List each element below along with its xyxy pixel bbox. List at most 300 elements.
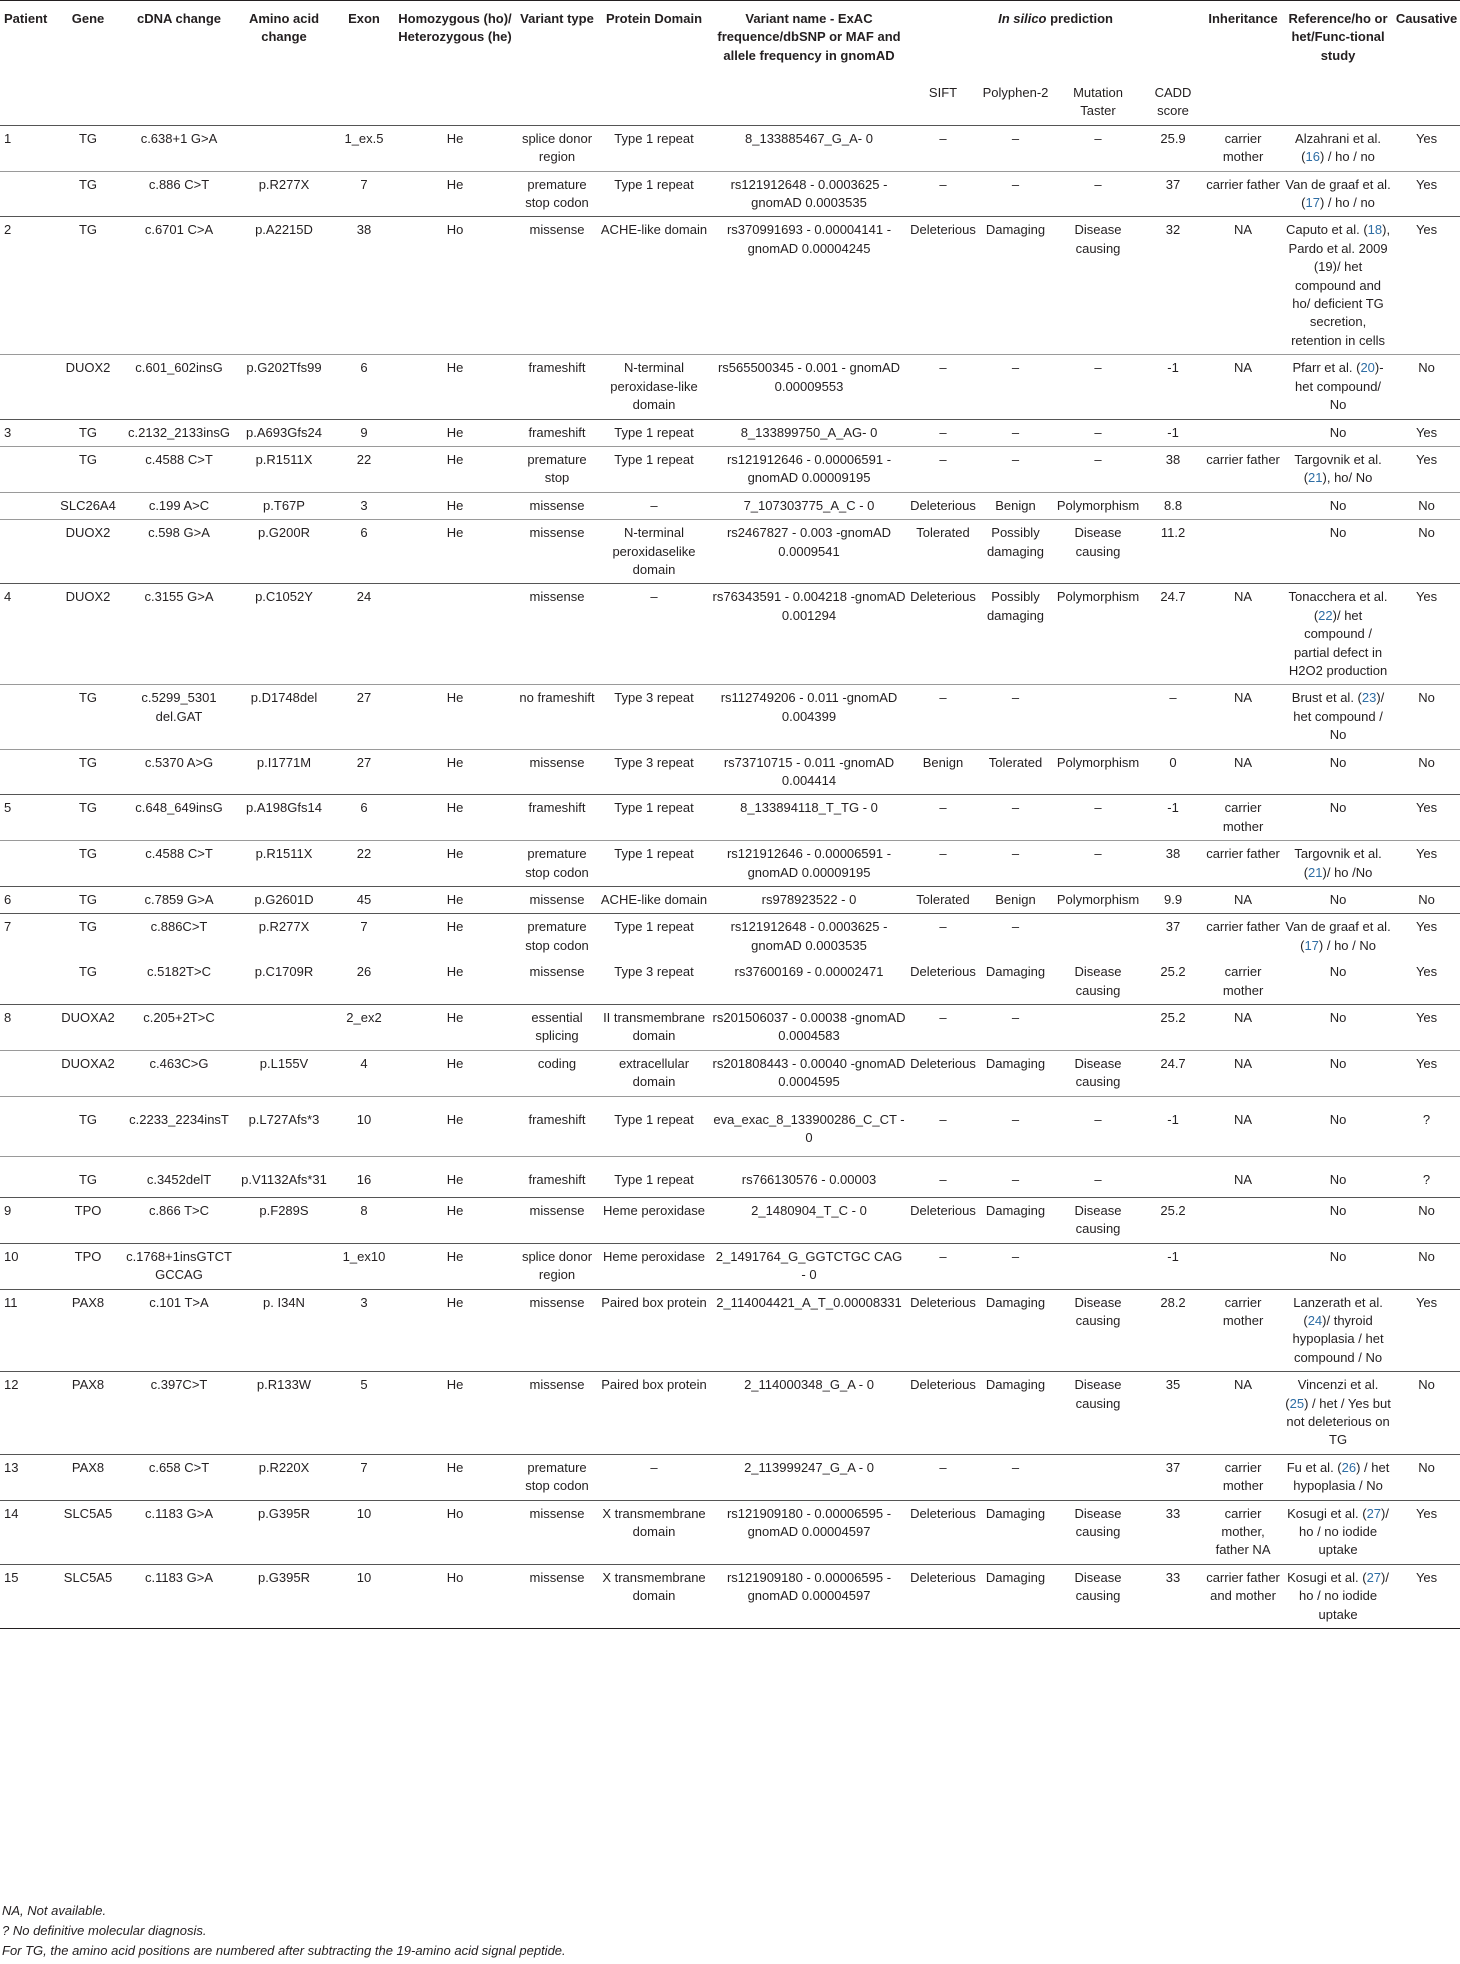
inheritance-cell: carrier father and mother [1206, 1569, 1280, 1604]
variant-type-cell: missense [529, 525, 585, 541]
variant-name-cell: 7_107303775_A_C - 0 [743, 497, 875, 513]
mutation-taster-cell: – [1094, 176, 1102, 192]
reference-text-pre: Caputo et al. ( [1286, 222, 1368, 238]
table-body [0, 70, 1460, 1629]
variant-name-cell: rs121912648 - 0.0003625 -gnomAD 0.0003535 [730, 919, 888, 953]
causative-cell: Yes [1415, 1010, 1438, 1026]
polyphen-cell: Damaging [985, 222, 1046, 238]
patient-cell [0, 355, 52, 419]
mutation-taster-cell: – [1094, 1111, 1102, 1127]
inheritance-cell: NA [1234, 222, 1253, 238]
table-row [0, 1050, 1460, 1096]
cadd-score-cell: 28.2 [1160, 1294, 1186, 1310]
cdna-cell: c.886C>T [150, 919, 208, 935]
reference-citation-link[interactable]: 16 [1305, 149, 1320, 165]
protein-domain-cell: – [650, 589, 658, 605]
variant-name-cell: rs112749206 - 0.011 -gnomAD 0.004399 [720, 690, 898, 724]
header-inheritance: Inheritance [1203, 1, 1283, 71]
reference-citation-link[interactable]: 20 [1360, 360, 1375, 376]
cdna-cell: c.638+1 G>A [140, 130, 218, 146]
reference-text-pre: No [1329, 800, 1347, 816]
amino-acid-cell: p.A198Gfs14 [246, 800, 322, 816]
mutation-taster-cell: Disease causing [1074, 1505, 1122, 1539]
mutation-taster-cell: – [1094, 800, 1102, 816]
mutation-taster-cell [1053, 1005, 1143, 1051]
variant-type-cell: missense [529, 1377, 585, 1393]
reference-text-post: )/ het compound / No [1293, 690, 1385, 743]
polyphen-cell: Damaging [985, 1055, 1046, 1071]
variant-type-cell: splice donor region [521, 130, 593, 165]
reference-cell [1283, 217, 1393, 355]
amino-acid-cell: p. I34N [263, 1294, 305, 1310]
cadd-score-cell: – [1169, 690, 1177, 706]
gene-cell: TG [78, 222, 98, 238]
mutation-taster-cell: – [1094, 846, 1102, 862]
reference-cell [1283, 959, 1393, 1004]
exon-cell: 22 [356, 846, 372, 862]
cdna-cell: c.2132_2133insG [128, 424, 230, 440]
cdna-cell: c.5182T>C [147, 964, 211, 980]
polyphen-cell: Damaging [985, 1505, 1046, 1521]
mutation-taster-cell: Disease causing [1074, 1055, 1122, 1090]
amino-acid-cell: p.L727Afs*3 [248, 1111, 320, 1127]
table-row [0, 419, 1460, 446]
patient-cell [0, 1156, 52, 1197]
variant-type-cell: frameshift [528, 1111, 586, 1127]
causative-cell: Yes [1415, 176, 1438, 192]
reference-citation-link[interactable]: 21 [1308, 470, 1323, 486]
cdna-cell: c.3452delT [146, 1171, 212, 1187]
reference-text-pre: Pfarr et al. ( [1292, 360, 1361, 376]
cadd-score-cell: -1 [1167, 800, 1179, 816]
cadd-score-cell: -1 [1167, 360, 1179, 376]
protein-domain-cell: Paired box protein [601, 1377, 707, 1393]
reference-citation-link[interactable]: 18 [1367, 222, 1383, 238]
variant-name-cell: rs201808443 - 0.00040 -gnomAD 0.0004595 [712, 1055, 906, 1090]
reference-text-pre: No [1329, 525, 1347, 541]
patient-cell: 8 [4, 1010, 12, 1026]
header-in-silico-italic: In silico [998, 11, 1047, 26]
cdna-cell: c.598 G>A [148, 525, 210, 541]
causative-cell: Yes [1415, 130, 1438, 146]
cadd-score-cell: 8.8 [1163, 497, 1183, 513]
variant-name-cell: rs2467827 - 0.003 -gnomAD 0.0009541 [726, 525, 892, 559]
protein-domain-cell: ACHE-like domain [600, 892, 708, 908]
cdna-cell: c.7859 G>A [144, 892, 214, 908]
exon-cell: 6 [360, 800, 368, 816]
causative-cell: No [1418, 690, 1435, 706]
zygosity-cell: He [446, 1055, 464, 1071]
reference-text-post: ) / ho / no [1319, 149, 1375, 165]
reference-cell [1283, 125, 1393, 171]
reference-text-pre: Targovnik et al. ( [1294, 451, 1382, 486]
gene-cell: TG [78, 800, 98, 816]
cadd-score-cell: 25.2 [1160, 1010, 1186, 1026]
table-row [0, 749, 1460, 795]
causative-cell: Yes [1415, 800, 1438, 816]
gene-cell: PAX8 [71, 1459, 105, 1475]
table-row [0, 887, 1460, 914]
reference-text-pre: No [1329, 1010, 1347, 1026]
protein-domain-cell: Type 3 repeat [614, 754, 694, 770]
reference-citation-link[interactable]: 22 [1318, 607, 1333, 623]
reference-text-pre: No [1329, 892, 1347, 908]
header-amino-acid: Amino acid change [234, 1, 334, 71]
cdna-cell: c.886 C>T [148, 176, 210, 192]
reference-citation-link[interactable]: 25 [1289, 1395, 1305, 1411]
reference-cell [1283, 492, 1393, 519]
patient-cell: 1 [4, 130, 12, 146]
reference-text-pre: Kosugi et al. ( [1287, 1569, 1367, 1585]
zygosity-cell: He [446, 497, 464, 513]
protein-domain-cell: Type 3 repeat [614, 964, 694, 980]
cadd-score-cell: 37 [1165, 919, 1181, 935]
amino-acid-cell: p.G2601D [254, 892, 314, 908]
patient-cell [0, 1096, 52, 1156]
cadd-score-cell [1143, 1156, 1203, 1197]
mutation-taster-cell: Disease causing [1074, 1202, 1122, 1237]
cdna-cell: c.866 T>C [148, 1202, 210, 1218]
table-row [0, 446, 1460, 492]
zygosity-cell: He [446, 130, 464, 146]
mutation-taster-cell: Disease causing [1074, 222, 1122, 256]
exon-cell: 6 [360, 525, 368, 541]
inheritance-cell: carrier mother, father NA [1215, 1505, 1271, 1558]
reference-text-post: ), Pardo et al. 2009 (19)/ het compound and ho/ deficient TG secretion, retention in cells [1288, 222, 1391, 348]
causative-cell: No [1418, 360, 1435, 376]
reference-cell [1283, 1050, 1393, 1096]
polyphen-cell: – [1011, 1459, 1020, 1475]
mutation-taster-cell: – [1094, 130, 1102, 146]
inheritance-cell: NA [1234, 690, 1253, 706]
gene-cell: TG [78, 424, 98, 440]
exon-cell: 27 [356, 690, 372, 706]
inheritance-cell: NA [1234, 1171, 1253, 1187]
polyphen-cell: Possibly damaging [986, 525, 1045, 559]
amino-acid-cell: p.V1132Afs*31 [241, 1171, 327, 1187]
cdna-cell: c.5370 A>G [144, 754, 214, 770]
reference-cell [1283, 171, 1393, 217]
reference-cell [1283, 841, 1393, 887]
polyphen-cell: – [1011, 800, 1020, 816]
exon-cell: 27 [356, 754, 372, 770]
polyphen-cell: – [1011, 846, 1020, 862]
causative-cell: ? [1422, 1171, 1431, 1187]
patient-cell [0, 749, 52, 795]
header-variant-name: Variant name - ExAC frequence/dbSNP or MAF and allele frequency in gnomAD [710, 1, 908, 71]
polyphen-cell: – [1011, 360, 1020, 376]
zygosity-cell: He [446, 800, 464, 816]
cdna-cell: c.601_602insG [135, 360, 223, 376]
cadd-score-cell: 24.7 [1160, 1055, 1186, 1071]
table-row [0, 520, 1460, 584]
protein-domain-cell: – [650, 497, 658, 513]
patient-cell: 5 [4, 800, 12, 816]
sift-cell: Deleterious [910, 589, 976, 605]
reference-citation-link[interactable]: 26 [1341, 1459, 1357, 1475]
mutation-taster-cell: Polymorphism [1056, 754, 1140, 770]
variant-type-cell: premature stop codon [525, 846, 589, 880]
patient-cell: 3 [4, 424, 12, 440]
variant-type-cell: premature stop codon [525, 919, 589, 953]
protein-domain-cell: Type 1 repeat [614, 846, 694, 862]
reference-text-pre: Van de graaf et al. ( [1285, 919, 1391, 953]
footnote-na: NA, Not available. [2, 1903, 107, 1918]
exon-cell: 1_ex10 [342, 1248, 386, 1264]
sift-cell: – [939, 451, 947, 467]
patient-cell [0, 446, 52, 492]
amino-acid-cell: p.I1771M [256, 754, 312, 770]
amino-acid-cell: p.T67P [263, 497, 305, 513]
inheritance-cell [1203, 1243, 1283, 1289]
exon-cell: 26 [356, 964, 372, 980]
reference-cell [1283, 1243, 1393, 1289]
protein-domain-cell: Type 1 repeat [614, 176, 694, 192]
zygosity-cell: He [446, 690, 464, 706]
reference-text-pre: No [1329, 1248, 1347, 1264]
inheritance-cell: carrier father [1206, 919, 1280, 935]
causative-cell: Yes [1415, 424, 1438, 440]
protein-domain-cell: Type 1 repeat [614, 130, 694, 146]
gene-cell: DUOXA2 [61, 1010, 115, 1026]
gene-cell: TPO [74, 1202, 102, 1218]
reference-cell [1283, 795, 1393, 841]
mutation-taster-cell: Disease causing [1074, 525, 1122, 559]
cdna-cell: c.5299_5301 del.GAT [141, 690, 217, 724]
zygosity-cell: He [446, 1171, 464, 1187]
mutation-taster-cell: Disease causing [1074, 1569, 1122, 1604]
cadd-score-cell: 32 [1165, 222, 1181, 238]
protein-domain-cell: Type 3 repeat [614, 690, 694, 706]
protein-domain-cell: – [650, 1459, 658, 1475]
zygosity-cell: He [446, 919, 464, 935]
variant-name-cell: rs121912646 - 0.00006591 -gnomAD 0.00009195 [726, 451, 892, 486]
variant-type-cell: premature stop codon [525, 176, 589, 211]
cdna-cell: c.4588 C>T [145, 451, 213, 467]
zygosity-cell: He [446, 1377, 464, 1393]
variant-name-cell: 8_133899750_A_AG- 0 [740, 424, 878, 440]
table-footnotes [0, 1901, 1460, 1961]
sift-cell: – [939, 360, 947, 376]
reference-citation-link[interactable]: 27 [1366, 1569, 1382, 1585]
header-variant-type: Variant type [516, 1, 598, 71]
inheritance-cell [1203, 520, 1283, 584]
reference-text-pre: Fu et al. ( [1286, 1459, 1342, 1475]
table-row [0, 171, 1460, 217]
gene-cell: DUOX2 [65, 360, 111, 376]
protein-domain-cell: Heme peroxidase [603, 1248, 705, 1264]
variant-name-cell: rs766130576 - 0.00003 [741, 1171, 877, 1187]
reference-citation-link[interactable]: 27 [1366, 1505, 1382, 1521]
reference-cell [1283, 1005, 1393, 1051]
gene-cell: PAX8 [71, 1377, 105, 1393]
reference-text-pre: No [1329, 754, 1347, 770]
inheritance-cell: NA [1234, 1377, 1253, 1393]
polyphen-cell: – [1011, 130, 1020, 146]
reference-text-pre: Lanzerath et al. ( [1293, 1294, 1383, 1328]
cadd-score-cell: 37 [1165, 176, 1181, 192]
gene-cell: SLC5A5 [63, 1505, 113, 1521]
reference-text-pre: No [1329, 497, 1347, 513]
zygosity-cell: He [446, 1248, 464, 1264]
cdna-cell: c.205+2T>C [143, 1010, 215, 1026]
variant-type-cell: coding [537, 1055, 577, 1071]
reference-text-post: ) / ho / No [1318, 937, 1376, 953]
amino-acid-cell: p.R277X [258, 176, 310, 192]
protein-domain-cell: extracellular domain [618, 1055, 690, 1090]
reference-citation-link[interactable]: 23 [1361, 690, 1377, 706]
reference-cell [1283, 749, 1393, 795]
variant-name-cell: rs565500345 - 0.001 - gnomAD 0.00009553 [717, 360, 901, 394]
subheader-row [0, 70, 1460, 125]
exon-cell: 24 [356, 589, 372, 605]
gene-cell: TPO [74, 1248, 102, 1264]
gene-cell: SLC26A4 [60, 497, 116, 513]
amino-acid-cell: p.D1748del [250, 690, 318, 706]
gene-cell: TG [78, 754, 98, 770]
reference-cell [1283, 685, 1393, 749]
table-row [0, 217, 1460, 355]
cadd-score-cell: 37 [1165, 1459, 1181, 1475]
sift-cell: Tolerated [916, 525, 970, 541]
reference-text-pre: Alzahrani et al. ( [1295, 130, 1382, 165]
amino-acid-cell: p.F289S [259, 1202, 309, 1218]
sift-cell: – [939, 1111, 947, 1127]
patient-cell: 7 [4, 919, 12, 935]
variant-type-cell: missense [529, 1202, 585, 1218]
exon-cell: 7 [360, 176, 368, 192]
reference-cell [1283, 914, 1393, 959]
inheritance-cell: NA [1234, 892, 1253, 908]
polyphen-cell: Benign [995, 497, 1036, 513]
zygosity-cell: He [446, 360, 464, 376]
variant-type-cell: missense [529, 497, 585, 513]
causative-cell: No [1418, 892, 1435, 908]
sift-cell: – [939, 1459, 947, 1475]
cdna-cell: c.648_649insG [135, 800, 223, 816]
cdna-cell: c.1183 G>A [144, 1569, 214, 1585]
variant-name-cell: eva_exac_8_133900286_C_CT - 0 [713, 1111, 905, 1146]
causative-cell: No [1418, 497, 1435, 513]
patient-cell [0, 959, 52, 1004]
patient-cell [0, 171, 52, 217]
amino-acid-cell: p.C1709R [254, 964, 314, 980]
amino-acid-cell: p.A2215D [255, 222, 313, 238]
patient-cell: 9 [4, 1202, 12, 1218]
causative-cell: Yes [1415, 1294, 1438, 1310]
reference-citation-link[interactable]: 24 [1307, 1312, 1323, 1328]
sift-cell: Deleterious [910, 1505, 976, 1521]
reference-text-post: ) / ho / no [1319, 195, 1375, 211]
reference-text-post: )/ ho / no iodide uptake [1299, 1569, 1389, 1622]
causative-cell: Yes [1415, 964, 1438, 980]
header-protein-domain: Protein Domain [598, 1, 710, 71]
patient-cell: 14 [4, 1505, 19, 1521]
patient-cell [0, 685, 52, 749]
amino-acid-cell: p.G395R [257, 1505, 311, 1521]
mutation-taster-cell: – [1094, 1171, 1102, 1187]
variant-name-cell: rs73710715 - 0.011 -gnomAD 0.004414 [723, 754, 895, 788]
mutation-taster-cell: Polymorphism [1056, 892, 1140, 908]
exon-cell: 3 [360, 1294, 368, 1310]
gene-cell: DUOX2 [65, 589, 111, 605]
reference-text-pre: Vincenzi et al. ( [1285, 1377, 1379, 1411]
reference-text-pre: Targovnik et al. ( [1294, 846, 1382, 880]
variant-name-cell: rs370991693 - 0.00004141 - gnomAD 0.00004245 [726, 222, 892, 256]
mutation-taster-cell: Disease causing [1074, 1294, 1122, 1328]
reference-citation-link[interactable]: 17 [1304, 937, 1319, 953]
amino-acid-cell: p.G200R [257, 525, 311, 541]
variant-type-cell: no frameshift [519, 690, 595, 706]
cdna-cell: c.1183 G>A [144, 1505, 214, 1521]
inheritance-cell: carrier father [1206, 176, 1280, 192]
patient-cell [0, 841, 52, 887]
variant-type-cell: essential splicing [531, 1010, 583, 1044]
table-row [0, 1156, 1460, 1197]
protein-domain-cell: Type 1 repeat [614, 800, 694, 816]
table-row [0, 1500, 1460, 1564]
table-row [0, 584, 1460, 685]
causative-cell: No [1418, 1377, 1435, 1393]
table-row [0, 1564, 1460, 1628]
reference-text-pre: No [1329, 1055, 1347, 1071]
sift-cell: – [939, 424, 947, 440]
table-row [0, 1289, 1460, 1372]
amino-acid-cell: p.A693Gfs24 [246, 424, 322, 440]
exon-cell: 2_ex2 [346, 1010, 382, 1026]
table-row [0, 841, 1460, 887]
reference-text-post: )/ thyroid hypoplasia / het compound / No [1292, 1312, 1384, 1365]
sift-cell: – [939, 1248, 947, 1264]
gene-cell: TG [78, 1171, 98, 1187]
variant-type-cell: missense [529, 964, 585, 980]
reference-citation-link[interactable]: 17 [1305, 195, 1320, 211]
zygosity-cell [394, 584, 516, 685]
patient-cell: 11 [4, 1294, 18, 1310]
cadd-score-cell: 9.9 [1163, 892, 1183, 908]
header-sift: SIFT [928, 85, 958, 100]
polyphen-cell: – [1011, 690, 1020, 706]
inheritance-cell: NA [1234, 589, 1253, 605]
reference-text-pre: No [1329, 424, 1347, 440]
polyphen-cell: – [1011, 451, 1020, 467]
cadd-score-cell: 33 [1165, 1505, 1181, 1521]
exon-cell: 45 [356, 892, 372, 908]
reference-cell [1283, 584, 1393, 685]
cdna-cell: c.463C>G [149, 1055, 209, 1071]
table-row [0, 125, 1460, 171]
variant-type-cell: premature stop codon [525, 1459, 589, 1494]
variant-name-cell: rs121909180 - 0.00006595 -gnomAD 0.00004597 [726, 1569, 892, 1604]
reference-citation-link[interactable]: 21 [1308, 864, 1323, 880]
causative-cell: Yes [1415, 1569, 1438, 1585]
variant-type-cell: missense [529, 589, 585, 605]
patient-cell: 12 [4, 1377, 19, 1393]
patient-cell [0, 492, 52, 519]
reference-text-pre: Tonacchera et al. ( [1288, 589, 1388, 623]
inheritance-cell: carrier father [1206, 846, 1280, 862]
amino-acid-cell: p.C1052Y [255, 589, 313, 605]
zygosity-cell: He [446, 525, 464, 541]
header-exon: Exon [334, 1, 394, 71]
reference-cell [1283, 1500, 1393, 1564]
sift-cell: – [939, 1171, 947, 1187]
zygosity-cell: He [446, 1459, 464, 1475]
causative-cell: ? [1422, 1111, 1431, 1127]
sift-cell: Benign [922, 754, 964, 770]
header-zygosity: Homozygous (ho)/ Heterozygous (he) [394, 1, 516, 71]
reference-text-pre: No [1329, 1111, 1347, 1127]
